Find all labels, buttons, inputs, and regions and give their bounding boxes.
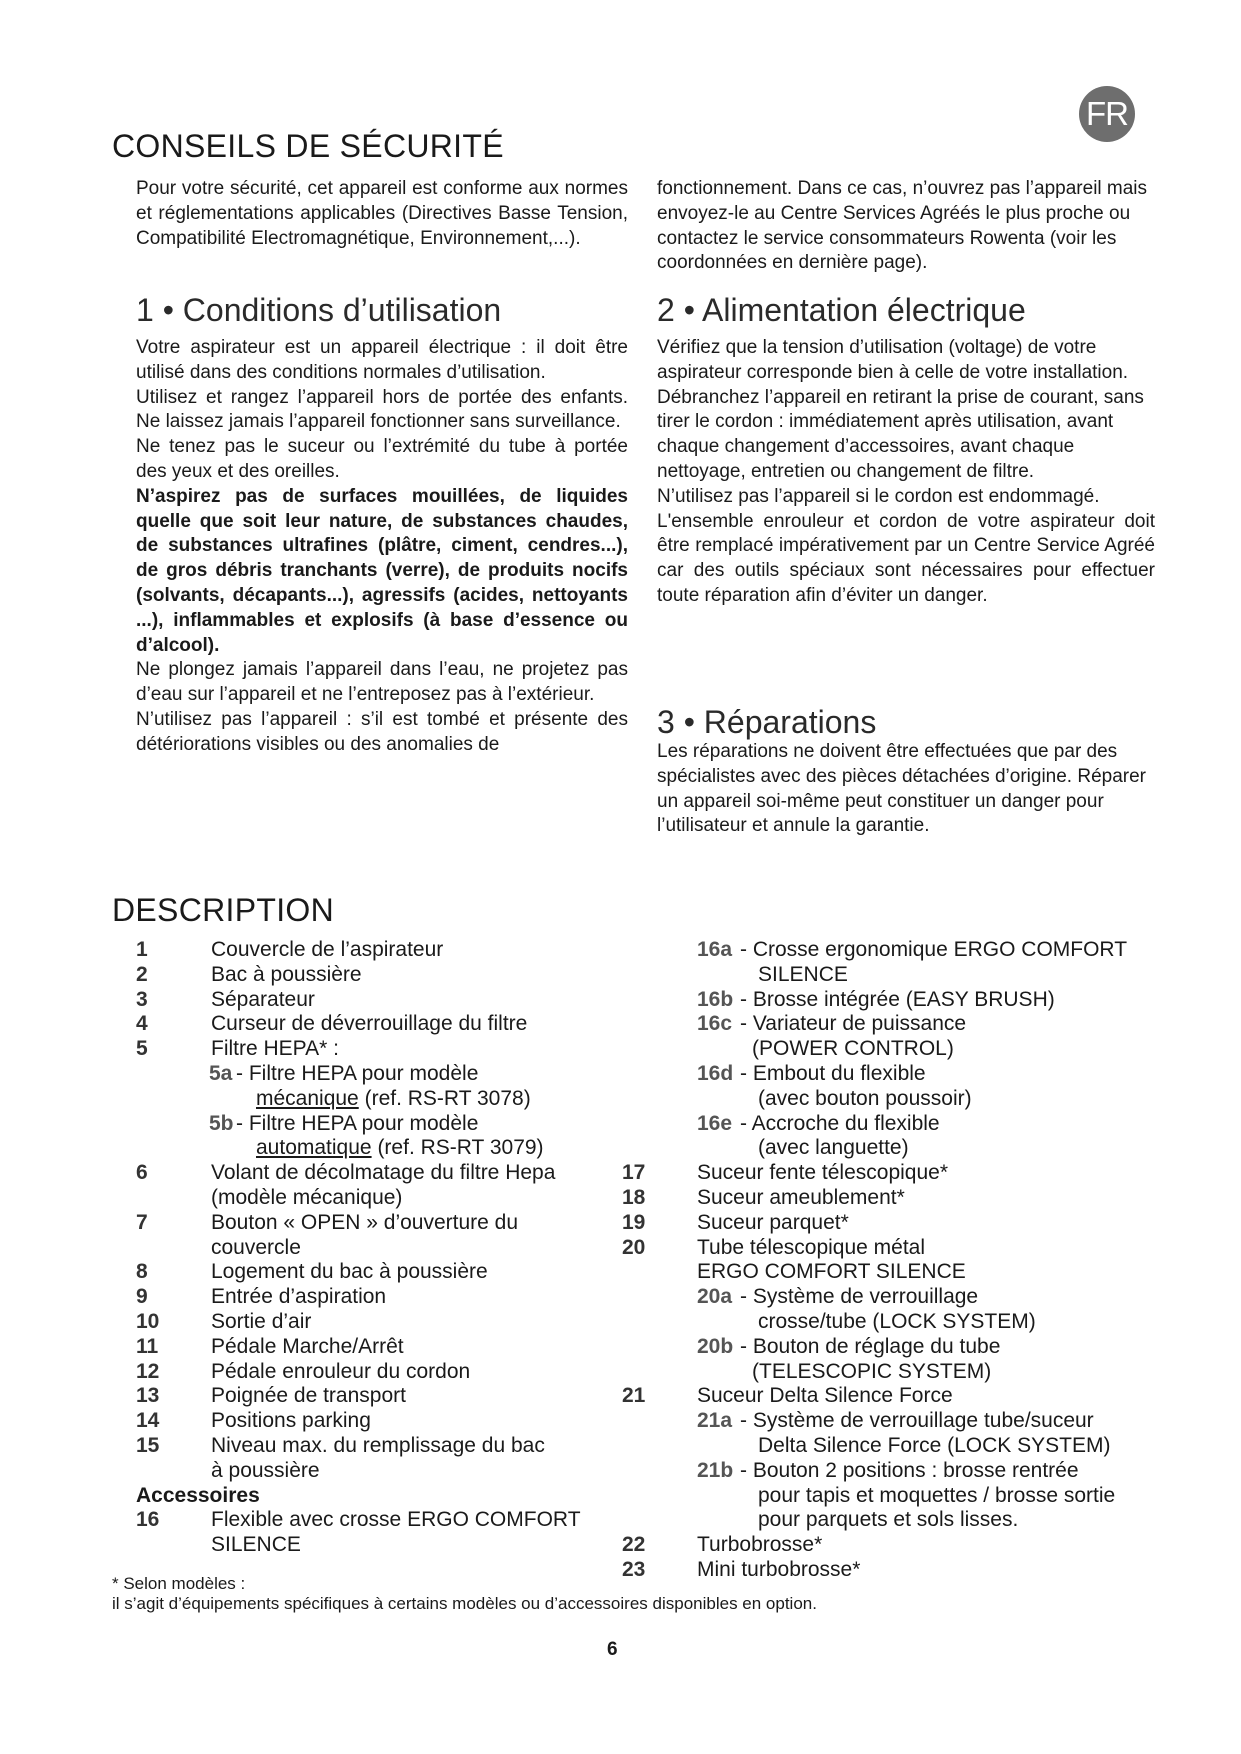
item-label: Volant de décolmatage du filtre Hepa xyxy=(211,1161,556,1185)
underlined-text: automatique xyxy=(256,1136,372,1160)
subitem-label: - Bouton 2 positions : brosse rentrée xyxy=(740,1458,1079,1482)
list-subitem xyxy=(622,938,1182,963)
subitem-code: 5b xyxy=(209,1111,234,1135)
subitem-label: - Filtre HEPA pour modèle xyxy=(236,1111,479,1135)
safety-left-column xyxy=(136,177,628,251)
s1-paragraph-5: Ne plongez jamais l’appareil dans l’eau, ne projetez pas d’eau sur l’appareil et ne l’entreposez pas à l’extérieur. xyxy=(136,659,628,706)
subitem-code: 16c xyxy=(697,1012,733,1036)
subitem-label-cont: (avec languette) xyxy=(758,1136,909,1160)
footnote-line-2: il s’agit d’équipements spécifiques à certains modèles ou d’accessoires disponibles en option. xyxy=(112,1594,817,1613)
item-number: 14 xyxy=(136,1409,160,1433)
s1-warning-bold: N’aspirez pas de surfaces mouillées, de liquides quelle que soit leur nature, de substances chaudes, de substances ultrafines (plâtre, ciment, cendres...), de gros débris tranchants (verre), de produits nocifs (solvants, décapants...), agressifs (acides, nettoyants ...), inflammables et explosifs (à base d’essence ou d’alcool). xyxy=(136,485,628,656)
item-number: 13 xyxy=(136,1384,160,1408)
list-subitem-cont xyxy=(622,1136,1182,1161)
subitem-code: 16d xyxy=(697,1061,734,1085)
list-item xyxy=(136,1384,636,1409)
section-3-body xyxy=(657,740,1155,839)
item-label-cont: à poussière xyxy=(211,1458,320,1482)
list-subitem xyxy=(622,1062,1182,1087)
subitem-label: - Variateur de puissance xyxy=(740,1012,967,1036)
list-subitem xyxy=(622,1012,1182,1037)
list-item-cont xyxy=(136,1236,636,1261)
list-item xyxy=(136,1161,636,1186)
list-subitem-cont xyxy=(622,1508,1182,1533)
section-3-title: 3 • Réparations xyxy=(657,704,877,740)
list-item xyxy=(136,988,636,1013)
item-label: Turbobrosse* xyxy=(697,1533,823,1557)
footnote-line-1: * Selon modèles : xyxy=(112,1574,246,1593)
item-label: Logement du bac à poussière xyxy=(211,1260,488,1284)
subitem-label: - Brosse intégrée (EASY BRUSH) xyxy=(740,987,1055,1011)
item-label: Suceur ameublement* xyxy=(697,1185,905,1209)
list-item-cont xyxy=(136,1533,636,1558)
s1-paragraph-3: Ne tenez pas le suceur ou l’extrémité du tube à portée des yeux et des oreilles. xyxy=(136,436,628,482)
item-number: 2 xyxy=(136,962,148,986)
item-label-cont: (modèle mécanique) xyxy=(211,1185,403,1209)
subitem-label-cont: (POWER CONTROL) xyxy=(752,1037,954,1061)
safety-title: CONSEILS DE SÉCURITÉ xyxy=(112,128,504,164)
item-label-cont: ERGO COMFORT SILENCE xyxy=(697,1260,966,1284)
s1-paragraph-1: Votre aspirateur est un appareil électrique : il doit être utilisé dans des conditions normales d’utilisation. xyxy=(136,337,628,383)
section-1-body xyxy=(136,336,628,758)
safety-intro-continued: fonctionnement. Dans ce cas, n’ouvrez pas l’appareil mais envoyez-le au Centre Services Agréés le plus proche ou contactez le service consommateurs Rowenta (voir les coordonnées en dernière page). xyxy=(657,178,1148,274)
list-subitem-cont xyxy=(622,1434,1182,1459)
item-number: 16 xyxy=(136,1508,160,1532)
item-number: 1 xyxy=(136,938,148,961)
ref-text: (ref. RS-RT 3079) xyxy=(377,1136,544,1160)
item-number: 11 xyxy=(136,1334,159,1358)
item-label: Curseur de déverrouillage du filtre xyxy=(211,1012,528,1036)
subitem-code: 21a xyxy=(697,1409,733,1433)
item-label: Pédale enrouleur du cordon xyxy=(211,1359,471,1383)
list-subitem xyxy=(622,1409,1182,1434)
safety-right-column xyxy=(657,177,1155,276)
item-label: Séparateur xyxy=(211,987,315,1011)
list-subitem xyxy=(622,1112,1182,1137)
subitem-label: - Crosse ergonomique ERGO COMFORT xyxy=(740,938,1128,961)
list-item xyxy=(622,1211,1182,1236)
subitem-label: - Filtre HEPA pour modèle xyxy=(236,1061,479,1085)
item-number: 20 xyxy=(622,1235,646,1259)
s2-paragraph-2: Débranchez l’appareil en retirant la prise de courant, sans tirer le cordon : immédiatement après utilisation, avant chaque changement d’accessoires, avant chaque nettoyage, entretien ou changement de filtre. xyxy=(657,386,1144,482)
list-item xyxy=(136,1310,636,1335)
subitem-code: 16e xyxy=(697,1111,733,1135)
subitem-label-cont: SILENCE xyxy=(758,962,848,986)
subitem-label-cont: (avec bouton poussoir) xyxy=(758,1086,972,1110)
item-number: 21 xyxy=(622,1384,646,1408)
list-item xyxy=(136,1335,636,1360)
subitem-label: - Système de verrouillage tube/suceur xyxy=(740,1409,1094,1433)
list-subitem xyxy=(622,988,1182,1013)
item-number: 15 xyxy=(136,1433,160,1457)
description-left-list xyxy=(136,938,636,1558)
list-item xyxy=(136,963,636,988)
item-number: 4 xyxy=(136,1012,148,1036)
subitem-label: - Système de verrouillage xyxy=(740,1285,979,1309)
subitem-code: 16a xyxy=(697,938,733,961)
s2-paragraph-1: Vérifiez que la tension d’utilisation (voltage) de votre aspirateur corresponde bien à celle de votre installation. xyxy=(657,337,1129,383)
list-item-cont xyxy=(136,1186,636,1211)
item-label: Sortie d’air xyxy=(211,1309,312,1333)
accessories-heading-row xyxy=(136,1484,636,1509)
subitem-label: - Accroche du flexible xyxy=(740,1111,940,1135)
item-number: 17 xyxy=(622,1161,646,1185)
subitem-label-cont: crosse/tube (LOCK SYSTEM) xyxy=(758,1309,1036,1333)
underlined-text: mécanique xyxy=(256,1086,359,1110)
list-subitem-cont xyxy=(622,1360,1182,1385)
item-label: Entrée d’aspiration xyxy=(211,1285,387,1309)
subitem-label-cont: pour tapis et moquettes / brosse sortie xyxy=(758,1483,1116,1507)
list-item-cont xyxy=(622,1260,1182,1285)
item-number: 18 xyxy=(622,1185,646,1209)
item-label: Couvercle de l’aspirateur xyxy=(211,938,444,961)
subitem-label-cont: Delta Silence Force (LOCK SYSTEM) xyxy=(758,1433,1111,1457)
list-subitem-cont xyxy=(622,1310,1182,1335)
section-1-title: 1 • Conditions d’utilisation xyxy=(136,292,502,328)
item-number: 19 xyxy=(622,1210,646,1234)
item-number: 9 xyxy=(136,1285,148,1309)
s1-paragraph-2: Utilisez et rangez l’appareil hors de portée des enfants. Ne laissez jamais l’appareil fonctionner sans surveillance. xyxy=(136,386,628,433)
list-item xyxy=(136,1260,636,1285)
subitem-code: 20b xyxy=(697,1334,734,1358)
language-badge: FR xyxy=(1079,86,1135,142)
item-number: 5 xyxy=(136,1037,148,1061)
list-subitem-cont xyxy=(136,1087,636,1112)
item-label: Suceur Delta Silence Force xyxy=(697,1384,953,1408)
list-item xyxy=(622,1161,1182,1186)
list-item xyxy=(136,1211,636,1236)
item-label-cont: SILENCE xyxy=(211,1533,301,1557)
s2-paragraph-4: L'ensemble enrouleur et cordon de votre aspirateur doit être remplacé impérativement par un Centre Service Agréé car des outils spéciaux sont nécessaires pour effectuer toute réparation afin d’éviter un danger. xyxy=(657,510,1155,606)
subitem-code: 5a xyxy=(209,1061,233,1085)
subitem-code: 21b xyxy=(697,1458,734,1482)
s1-paragraph-6: N’utilisez pas l’appareil : s’il est tombé et présente des détériorations visibles ou des anomalies de xyxy=(136,708,628,755)
item-number: 7 xyxy=(136,1210,148,1234)
item-number: 23 xyxy=(622,1557,646,1581)
subitem-code: 20a xyxy=(697,1285,733,1309)
description-right-list xyxy=(622,938,1182,1583)
item-number: 8 xyxy=(136,1260,148,1284)
list-subitem xyxy=(622,1335,1182,1360)
item-label: Bouton « OPEN » d’ouverture du xyxy=(211,1210,519,1234)
item-number: 12 xyxy=(136,1359,160,1383)
s3-paragraph-1: Les réparations ne doivent être effectuées que par des spécialistes avec des pièces détachées d’origine. Réparer un appareil soi-même peut constituer un danger pour l’utilisateur et annule la garantie. xyxy=(657,741,1146,837)
item-label: Positions parking xyxy=(211,1409,371,1433)
item-label: Suceur fente télescopique* xyxy=(697,1161,949,1185)
list-item xyxy=(622,1384,1182,1409)
list-item xyxy=(136,1285,636,1310)
item-label-cont: couvercle xyxy=(211,1235,301,1259)
subitem-label: - Bouton de réglage du tube xyxy=(740,1334,1001,1358)
item-label: Flexible avec crosse ERGO COMFORT xyxy=(211,1508,581,1532)
subitem-label-cont: pour parquets et sols lisses. xyxy=(758,1508,1019,1532)
safety-intro: Pour votre sécurité, cet appareil est conforme aux normes et réglementations applicables (Directives Basse Tension, Compatibilité Electromagnétique, Environnement,...). xyxy=(136,178,628,249)
section-2-body xyxy=(657,336,1155,609)
description-title: DESCRIPTION xyxy=(112,892,334,928)
subitem-code: 16b xyxy=(697,987,734,1011)
item-label: Filtre HEPA* : xyxy=(211,1037,339,1061)
list-item xyxy=(136,1409,636,1434)
section-2-title: 2 • Alimentation électrique xyxy=(657,292,1026,328)
item-number: 22 xyxy=(622,1533,646,1557)
list-item xyxy=(136,938,636,963)
list-subitem-cont xyxy=(622,1087,1182,1112)
list-subitem xyxy=(622,1459,1182,1484)
page-number: 6 xyxy=(607,1639,618,1660)
item-label: Poignée de transport xyxy=(211,1384,406,1408)
item-label: Suceur parquet* xyxy=(697,1210,849,1234)
item-number: 3 xyxy=(136,987,148,1011)
list-item xyxy=(622,1186,1182,1211)
list-subitem xyxy=(136,1062,636,1087)
ref-text: (ref. RS-RT 3078) xyxy=(364,1086,531,1110)
list-subitem-cont xyxy=(622,1037,1182,1062)
list-item xyxy=(136,1360,636,1385)
accessories-heading: Accessoires xyxy=(136,1483,260,1507)
list-item xyxy=(622,1558,1182,1583)
item-label: Niveau max. du remplissage du bac xyxy=(211,1433,545,1457)
list-subitem-cont xyxy=(136,1136,636,1161)
subitem-label-cont: (TELESCOPIC SYSTEM) xyxy=(752,1359,992,1383)
list-item xyxy=(622,1236,1182,1261)
subitem-label: - Embout du flexible xyxy=(740,1061,926,1085)
item-number: 10 xyxy=(136,1309,160,1333)
s2-paragraph-3: N’utilisez pas l’appareil si le cordon est endommagé. xyxy=(657,485,1100,507)
item-label: Pédale Marche/Arrêt xyxy=(211,1334,404,1358)
list-item xyxy=(622,1533,1182,1558)
item-number: 6 xyxy=(136,1161,148,1185)
list-subitem xyxy=(136,1112,636,1137)
list-item-cont xyxy=(136,1459,636,1484)
item-label: Mini turbobrosse* xyxy=(697,1557,861,1581)
list-item xyxy=(136,1508,636,1533)
item-label: Tube télescopique métal xyxy=(697,1235,926,1259)
list-item xyxy=(136,1434,636,1459)
item-label: Bac à poussière xyxy=(211,962,362,986)
list-subitem xyxy=(622,1285,1182,1310)
list-subitem-cont xyxy=(622,1484,1182,1509)
list-item xyxy=(136,1012,636,1037)
list-item xyxy=(136,1037,636,1062)
list-subitem-cont xyxy=(622,963,1182,988)
